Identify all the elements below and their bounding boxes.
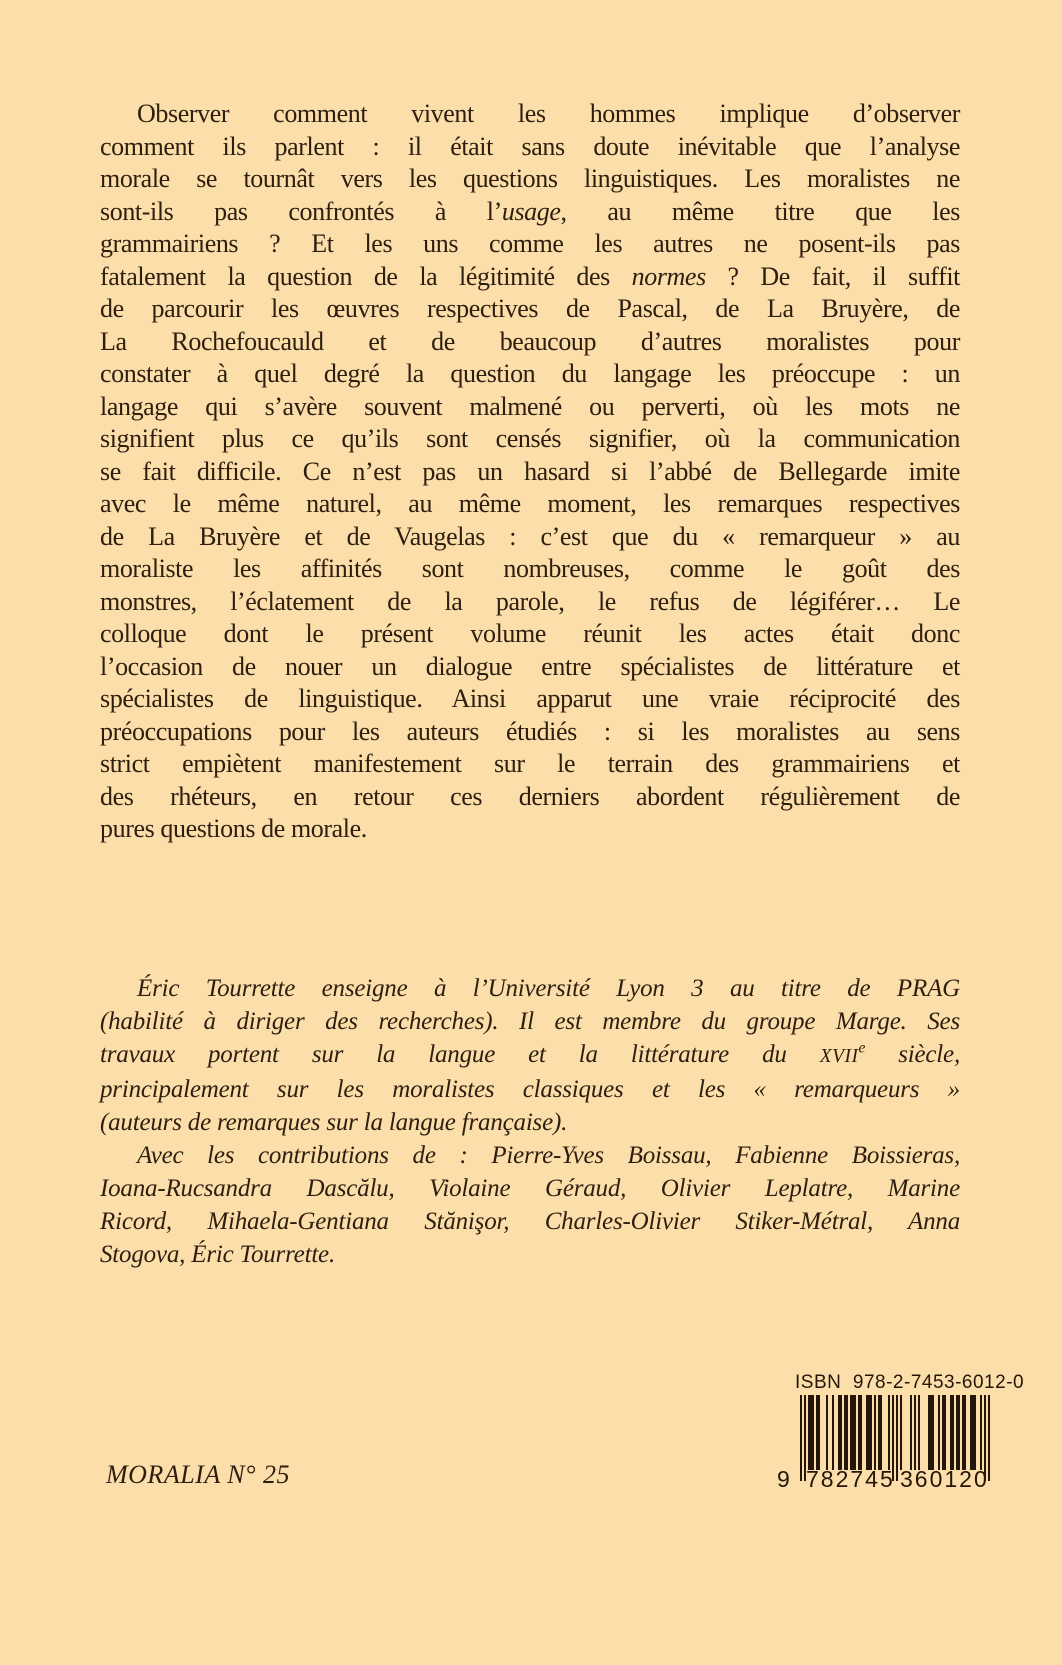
text-line: signifient plus ce qu’ils sont censés signifier, où la communication	[100, 424, 960, 453]
barcode-bar	[958, 1395, 960, 1470]
text-line: de La Bruyère et de Vaugelas : c’est que du « remarqueur » au	[100, 521, 960, 551]
text-line: fatalement la question de la légitimité des normes ? De fait, il suffit	[100, 261, 961, 291]
text-line: colloque dont le présent volume réunit les actes était donc	[100, 619, 960, 648]
text-line: comment ils parlent : il était sans doute inévitable que l’analyse	[100, 131, 960, 161]
ean-right-group: 360120	[900, 1466, 989, 1492]
series-label: MORALIA N° 25	[106, 1460, 290, 1489]
barcode-bar	[860, 1395, 862, 1470]
ean-first-digit: 9	[777, 1466, 790, 1492]
barcode-bar	[932, 1395, 934, 1470]
barcode-bar	[880, 1395, 882, 1470]
text-line: l’occasion de nouer un dialogue entre spécialistes de littérature et	[100, 651, 960, 681]
barcode-bar	[964, 1395, 966, 1470]
text-line: monstres, l’éclatement de la parole, le refus de légiférer… Le	[100, 586, 960, 616]
text-line: avec le même naturel, au même moment, les remarques respectives	[100, 489, 960, 518]
ean13-digits	[775, 1466, 995, 1492]
barcode-bar	[888, 1395, 890, 1470]
barcode-bar	[854, 1395, 856, 1470]
barcode-bar	[910, 1395, 912, 1470]
barcode-bar	[938, 1395, 940, 1470]
text-line: La Rochefoucauld et de beaucoup d’autres moralistes pour	[100, 326, 960, 356]
back-cover-text-block	[100, 98, 960, 1271]
text-line: constater à quel degré la question du langage les préoccupe : un	[100, 359, 960, 388]
text-line: Stogova, Éric Tourrette.	[100, 1240, 336, 1268]
text-line: Ioana-Rucsandra Dascălu, Violaine Géraud, Olivier Leplatre, Marine	[100, 1174, 960, 1202]
barcode-bar	[826, 1395, 828, 1470]
barcode-bar	[900, 1395, 902, 1470]
text-line: (habilité à diriger des recherches). Il est membre du groupe Marge. Ses	[100, 1007, 960, 1035]
text-line: travaux portent sur la langue et la littérature du XVIIe siècle,	[100, 1039, 960, 1068]
barcode-bar	[870, 1395, 872, 1470]
text-line: préoccupations pour les auteurs étudiés : si les moralistes au sens	[100, 716, 960, 746]
barcode-bar	[944, 1395, 946, 1470]
text-line: de parcourir les œuvres respectives de Pascal, de La Bruyère, de	[100, 294, 960, 323]
text-line: grammairiens ? Et les uns comme les autres ne posent-ils pas	[100, 229, 960, 258]
isbn-number-label: ISBN 978-2-7453-6012-0	[795, 1372, 1025, 1393]
text-line: sont-ils pas confrontés à l’usage, au même titre que les	[100, 196, 960, 226]
barcode-bar	[812, 1395, 814, 1470]
barcode-bar	[914, 1395, 916, 1470]
ean-left-group: 782745	[806, 1466, 895, 1492]
synopsis-paragraph	[100, 98, 960, 846]
text-line: Éric Tourrette enseigne à l’Université Lyon 3 au titre de PRAG	[137, 974, 960, 1002]
text-line: Observer comment vivent les hommes implique d’observer	[137, 99, 960, 128]
barcode-bar	[918, 1395, 920, 1470]
isbn-barcode-block	[775, 1372, 1025, 1494]
barcode-bar	[974, 1395, 976, 1470]
text-line: (auteurs de remarques sur la langue française).	[100, 1108, 568, 1136]
text-line: pures questions de morale.	[100, 814, 367, 843]
author-bio-paragraph	[100, 972, 960, 1139]
barcode-bar	[952, 1395, 954, 1470]
barcode-bar	[874, 1395, 876, 1470]
barcode-bar	[980, 1395, 982, 1470]
text-line: langage qui s’avère souvent malmené ou perverti, où les mots ne	[100, 391, 960, 421]
text-line: des rhéteurs, en retour ces derniers abordent régulièrement de	[100, 781, 960, 811]
text-line: principalement sur les moralistes classiques et les « remarqueurs »	[100, 1075, 960, 1103]
text-line: Ricord, Mihaela-Gentiana Stănişor, Charles-Olivier Stiker-Métral, Anna	[100, 1207, 960, 1235]
barcode-bar	[840, 1395, 842, 1470]
barcode-bar	[832, 1395, 834, 1470]
text-line: se fait difficile. Ce n’est pas un hasard si l’abbé de Bellegarde imite	[100, 456, 960, 486]
text-line: Avec les contributions de : Pierre-Yves Boissau, Fabienne Boissieras,	[137, 1141, 960, 1169]
contributors-paragraph	[100, 1139, 960, 1271]
text-line: spécialistes de linguistique. Ainsi apparut une vraie réciprocité des	[100, 684, 960, 713]
barcode-bar	[846, 1395, 848, 1470]
text-line: moraliste les affinités sont nombreuses, comme le goût des	[100, 554, 960, 583]
text-line: strict empiètent manifestement sur le terrain des grammairiens et	[100, 749, 960, 778]
barcode-bar	[818, 1395, 820, 1470]
text-line: morale se tournât vers les questions linguistiques. Les moralistes ne	[100, 164, 960, 193]
